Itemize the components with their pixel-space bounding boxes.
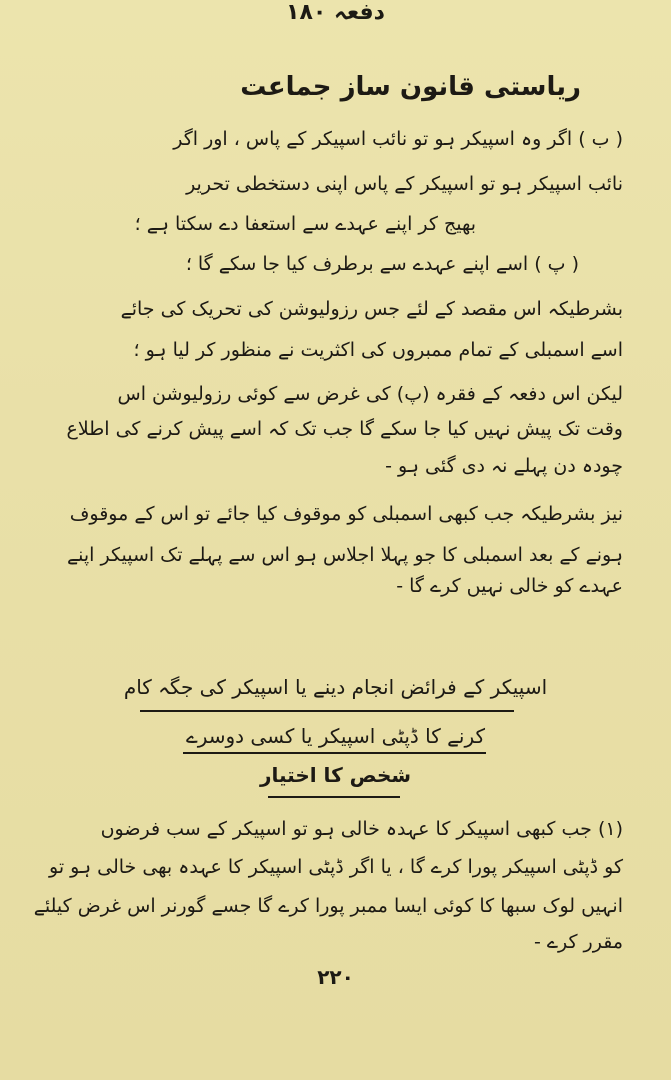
- text-line: ( پ ) اسے اپنے عہدے سے برطرف کیا جا سکے گا ؛: [185, 253, 579, 275]
- text-line: وقت تک پیش نہیں کیا جا سکے گا جب تک کہ اسے پیش کرنے کی اطلاع: [66, 418, 623, 440]
- text-line: لیکن اس دفعہ کے فقرہ (پ) کی غرض سے کوئی رزولیوشن اس: [117, 383, 623, 405]
- heading-underline: [268, 796, 400, 798]
- section-number: دفعہ ۱۸۰: [286, 0, 385, 25]
- text-line: کو ڈپٹی اسپیکر پورا کرے گا ، یا اگر ڈپٹی اسپیکر کا عہدہ بھی خالی ہو تو: [49, 856, 623, 878]
- text-line: چودہ دن پہلے نہ دی گئی ہو -: [385, 455, 623, 477]
- section-heading-line: کرنے کا ڈپٹی اسپیکر یا کسی دوسرے: [185, 724, 485, 748]
- text-line: بشرطیکہ اس مقصد کے لئے جس رزولیوشن کی تحریک کی جائے: [120, 298, 623, 320]
- page-number: ۲۲۰: [317, 965, 354, 989]
- running-head: ریاستی قانون ساز جماعت: [240, 72, 581, 102]
- text-line: (۱) جب کبھی اسپیکر کا عہدہ خالی ہو تو اسپیکر کے سب فرضوں: [100, 818, 623, 840]
- text-line: ( ب ) اگر وہ اسپیکر ہو تو نائب اسپیکر کے پاس ، اور اگر: [173, 128, 623, 150]
- heading-underline: [140, 710, 514, 712]
- text-line: مقرر کرے -: [533, 931, 623, 953]
- text-line: اسے اسمبلی کے تمام ممبروں کی اکثریت نے منظور کر لیا ہو ؛: [133, 339, 623, 361]
- text-line: ہونے کے بعد اسمبلی کا جو پہلا اجلاس ہو اس سے پہلے تک اسپیکر اپنے: [67, 544, 623, 566]
- text-line: نیز بشرطیکہ جب کبھی اسمبلی کو موقوف کیا جائے تو اس کے موقوف: [69, 503, 623, 525]
- heading-underline: [183, 752, 486, 754]
- text-line: بھیج کر اپنے عہدے سے استعفا دے سکتا ہے ؛: [134, 213, 476, 235]
- text-line: عہدے کو خالی نہیں کرے گا -: [396, 575, 623, 597]
- section-heading-line: شخص کا اختیار: [259, 763, 412, 787]
- section-heading-line: اسپیکر کے فرائض انجام دینے یا اسپیکر کی جگہ کام: [123, 675, 548, 699]
- text-line: انہیں لوک سبھا کا کوئی ایسا ممبر پورا کرے گا جسے گورنر اس غرض کیلئے: [33, 895, 623, 917]
- text-line: نائب اسپیکر ہو تو اسپیکر کے پاس اپنی دستخطی تحریر: [186, 173, 623, 195]
